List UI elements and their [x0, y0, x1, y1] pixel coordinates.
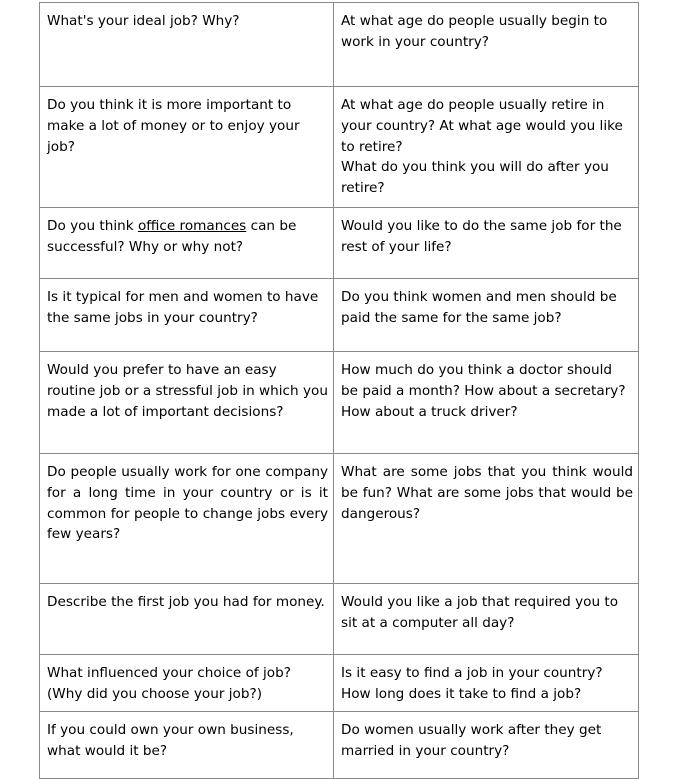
question-card: [40, 712, 334, 779]
question-text: Describe the first job you had for money.: [47, 594, 325, 610]
question-text: Do you think women and men should be paid the same for the same job?: [341, 289, 617, 326]
question-text: Would you like a job that required you to sit at a computer all day?: [341, 594, 619, 631]
question-text: Would you prefer to have an easy routine job or a stressful job in which you made a lot of important decisions?: [47, 362, 328, 420]
question-cards-table: [39, 2, 639, 779]
card-row: [40, 712, 639, 779]
question-text: How much do you think a doctor should be paid a month? How about a secretary? How about a truck driver?: [341, 362, 626, 420]
question-card: [40, 279, 334, 352]
question-text: Is it easy to find a job in your country?: [341, 665, 603, 681]
question-text: What are some jobs that you think would be fun? What are some jobs that would be dangerous?: [341, 464, 633, 522]
underlined-term: office romances: [137, 218, 247, 234]
question-card: [40, 208, 334, 279]
question-text: Do people usually work for one company for a long time in your country or is it common for people to change jobs every few years?: [47, 464, 328, 543]
card-row: [40, 454, 639, 584]
question-text: Would you like to do the same job for the rest of your life?: [341, 218, 622, 255]
question-card: [334, 3, 639, 87]
question-text: Is it typical for men and women to have the same jobs in your country?: [47, 289, 319, 326]
question-text: What's your ideal job? Why?: [47, 13, 240, 29]
question-text: If you could own your own business, what would it be?: [47, 722, 294, 759]
question-text-followup: What do you think you will do after you retire?: [341, 159, 609, 197]
question-text-followup: (Why did you choose your job?): [47, 685, 262, 702]
question-text-end: can be successful? Why or why not?: [47, 218, 297, 255]
card-row: [40, 279, 639, 352]
question-text: At what age do people usually retire in your country? At what age would you like to retire?: [341, 97, 623, 155]
question-card: [40, 87, 334, 208]
question-text-followup: How long does it take to find a job?: [341, 685, 582, 702]
question-text: Do women usually work after they get married in your country?: [341, 722, 602, 759]
question-card: [334, 655, 639, 712]
card-row: [40, 584, 639, 655]
question-card: [40, 454, 334, 584]
card-row: [40, 655, 639, 712]
question-card: [334, 208, 639, 279]
card-row: [40, 3, 639, 87]
question-card: [334, 279, 639, 352]
question-card: [40, 584, 334, 655]
card-row: [40, 208, 639, 279]
question-text: Do you think it is more important to make a lot of money or to enjoy your job?: [47, 97, 300, 155]
question-text: What influenced your choice of job?: [47, 665, 291, 681]
question-card: [334, 454, 639, 584]
question-card: [40, 3, 334, 87]
question-card: [334, 352, 639, 454]
card-row: [40, 352, 639, 454]
question-card: [334, 712, 639, 779]
question-card: [334, 584, 639, 655]
question-card: [40, 655, 334, 712]
question-card: [334, 87, 639, 208]
question-text-start: Do you think: [47, 218, 138, 234]
question-text: At what age do people usually begin to work in your country?: [341, 13, 608, 50]
card-row: [40, 87, 639, 208]
question-card: [40, 352, 334, 454]
